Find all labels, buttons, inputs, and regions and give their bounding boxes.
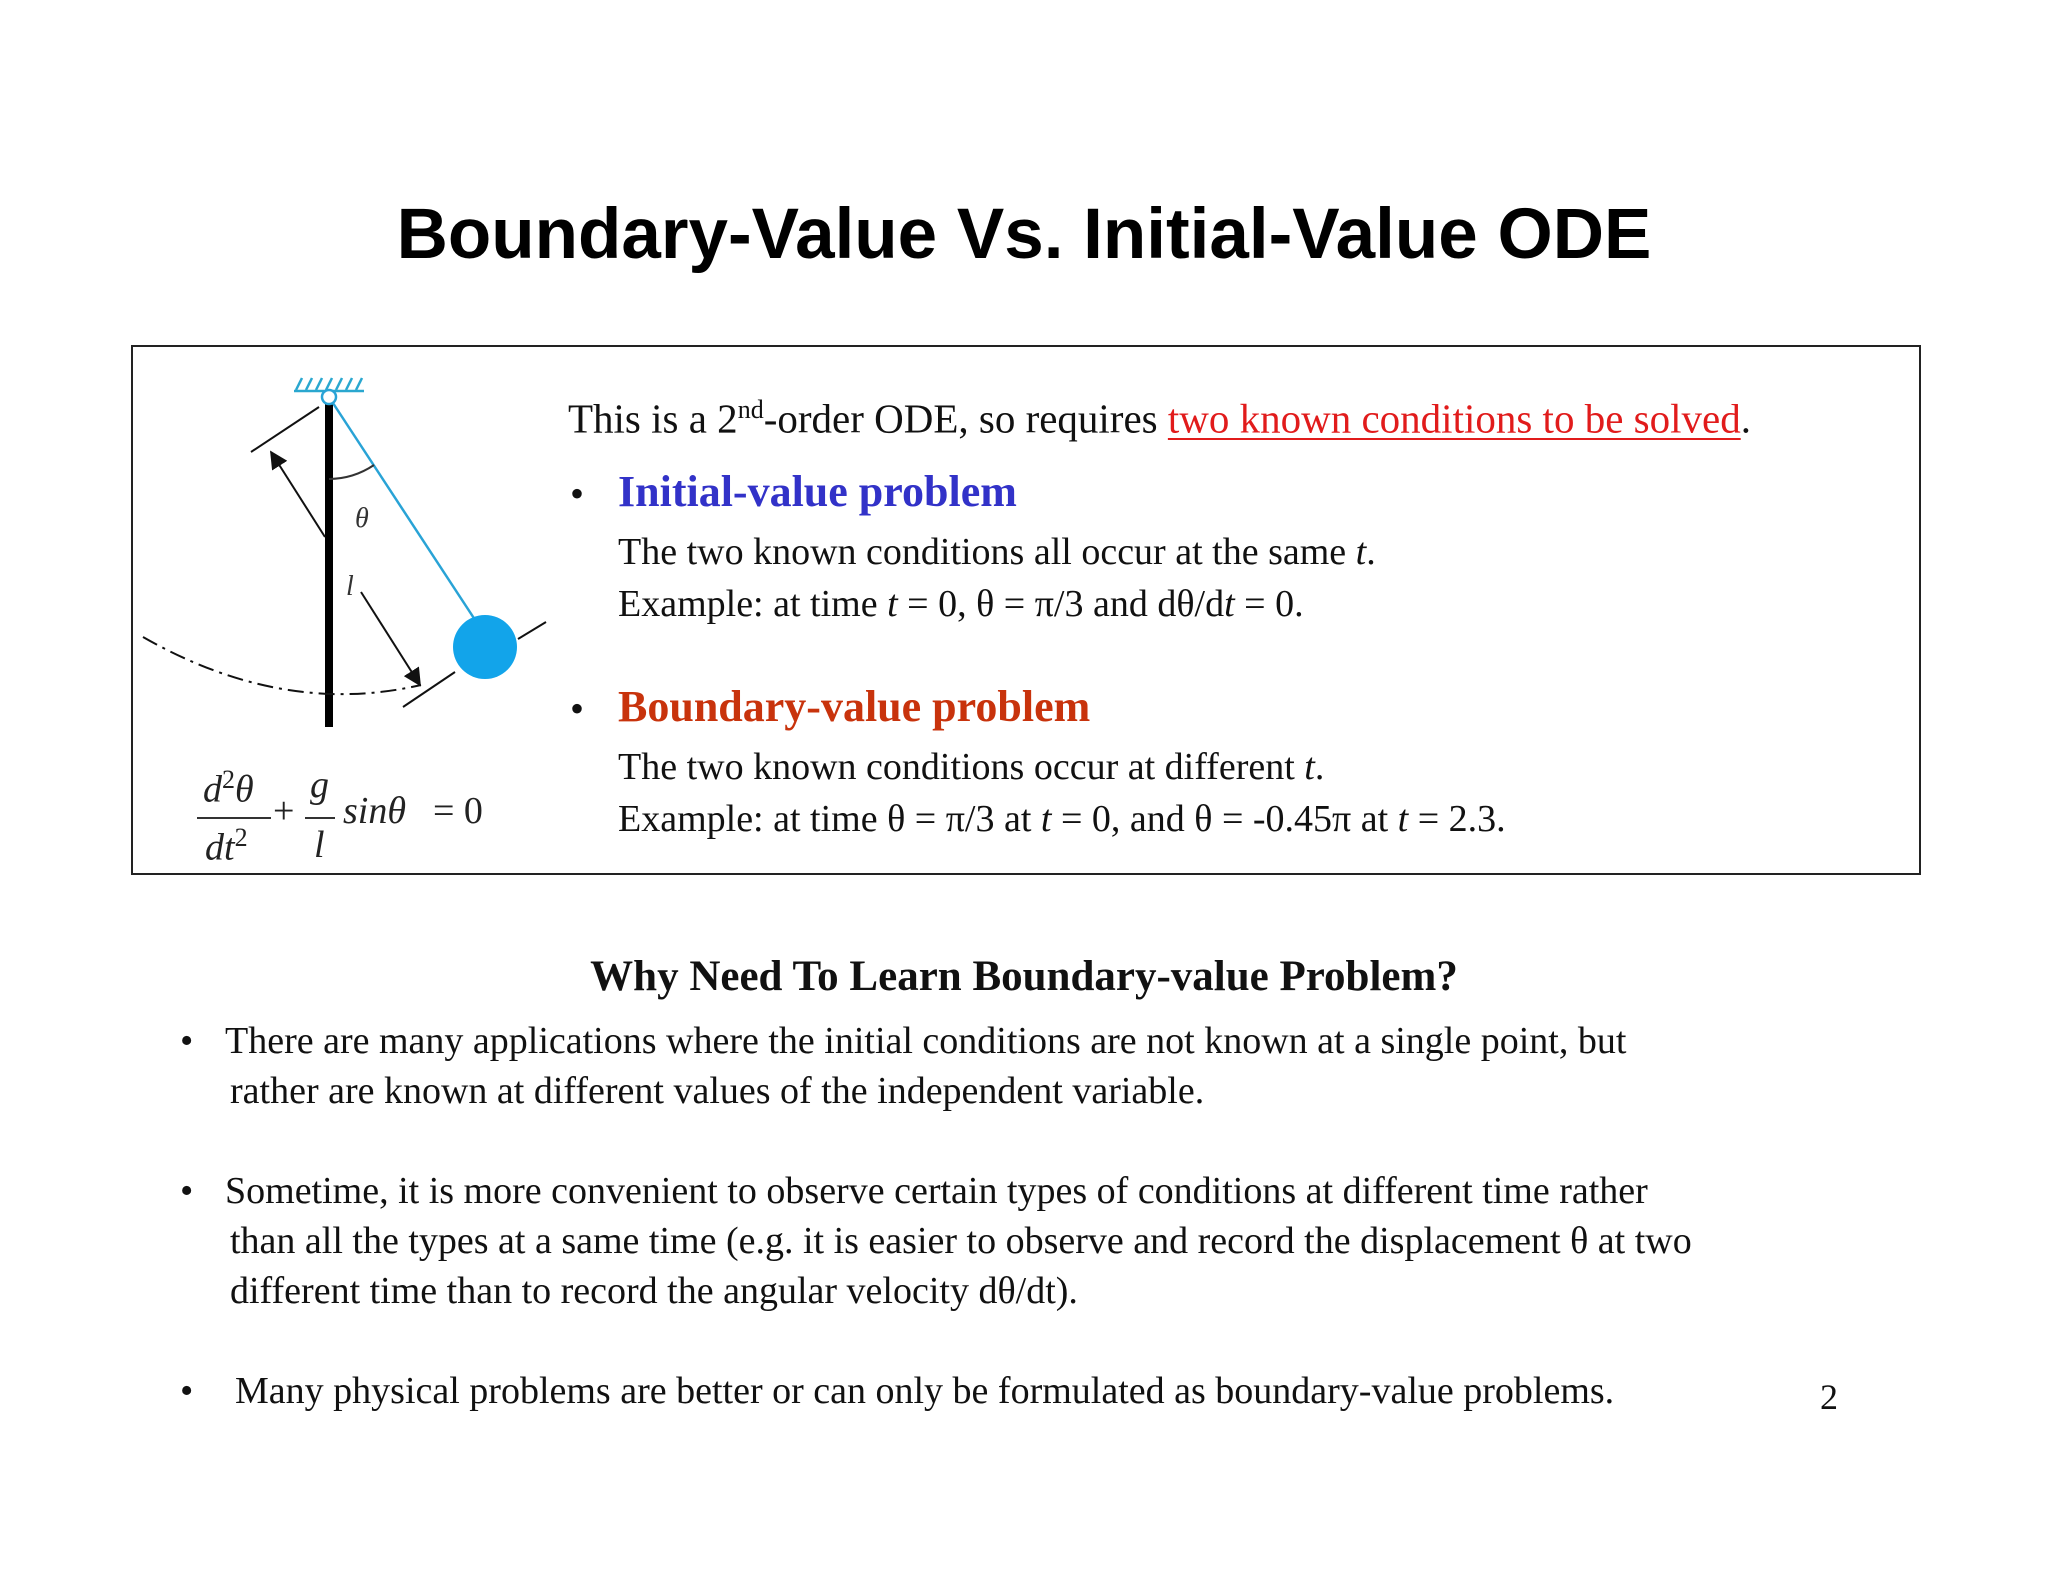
pendulum-figure	[133, 347, 573, 767]
bob-tick	[518, 622, 546, 639]
eq-plus: +	[273, 790, 295, 832]
ivp-line-2: Example: at time t = 0, θ = π/3 and dθ/dt = 0.	[618, 583, 1304, 625]
why-item-2-line-2: than all the types at a same time (e.g. it is easier to observe and record the displacement θ at two	[230, 1220, 1692, 1262]
bvp-line-1: The two known conditions occur at different t.	[618, 746, 1325, 788]
highlight-two-conditions: two known conditions to be solved	[1167, 395, 1741, 442]
comparison-box	[131, 345, 1921, 875]
dimension-tick-bottom	[403, 672, 455, 707]
why-item-2-line-1: Sometime, it is more convenient to observe certain types of conditions at different time rather	[225, 1170, 1648, 1212]
why-item-3-line-1: Many physical problems are better or can only be formulated as boundary-value problems.	[235, 1370, 1615, 1412]
bvp-heading: Boundary-value problem	[618, 682, 1091, 731]
ivp-bullet: •	[570, 471, 585, 516]
eq-fraction-bar-1	[197, 817, 271, 819]
why-item-1-line-1: There are many applications where the initial conditions are not known at a single point, but	[225, 1020, 1627, 1062]
swing-path	[143, 637, 421, 694]
length-dimension-lower	[361, 592, 420, 685]
eq-fraction-bar-2	[305, 817, 335, 819]
ivp-heading: Initial-value problem	[618, 467, 1017, 516]
length-label: l	[346, 571, 354, 602]
length-dimension-upper	[271, 452, 325, 537]
slide-title: Boundary-Value Vs. Initial-Value ODE	[396, 195, 1652, 274]
bvp-bullet: •	[570, 686, 585, 731]
why-item-2-bullet: •	[180, 1170, 194, 1212]
why-item-1-bullet: •	[180, 1020, 194, 1062]
pendulum-equation	[193, 764, 613, 877]
intro-text: This is a 2nd-order ODE, so requires two known conditions to be solved.	[568, 395, 1751, 442]
bvp-line-2: Example: at time θ = π/3 at t = 0, and θ = -0.45π at t = 2.3.	[618, 798, 1506, 840]
eq-l: l	[314, 824, 325, 866]
eq-numerator-d: $d^2\theta$	[203, 765, 254, 811]
eq-sin: sinθ	[343, 790, 407, 832]
why-heading: Why Need To Learn Boundary-value Problem?	[590, 953, 1458, 1000]
theta-label: θ	[355, 503, 369, 534]
why-item-3-bullet: •	[180, 1370, 194, 1412]
dimension-tick-top	[251, 407, 319, 452]
page-number: 2	[1820, 1377, 1838, 1417]
angle-arc	[329, 465, 374, 479]
eq-equals-zero: = 0	[433, 790, 483, 832]
eq-g: g	[310, 764, 329, 806]
pivot	[322, 390, 336, 404]
pendulum-bob	[453, 615, 517, 679]
eq-denominator-dt: $dt^2$	[205, 823, 248, 869]
why-item-1-line-2: rather are known at different values of the independent variable.	[230, 1070, 1205, 1112]
ivp-line-1: The two known conditions all occur at the same t.	[618, 531, 1376, 573]
why-item-2-line-3: different time than to record the angular velocity dθ/dt).	[230, 1270, 1078, 1312]
